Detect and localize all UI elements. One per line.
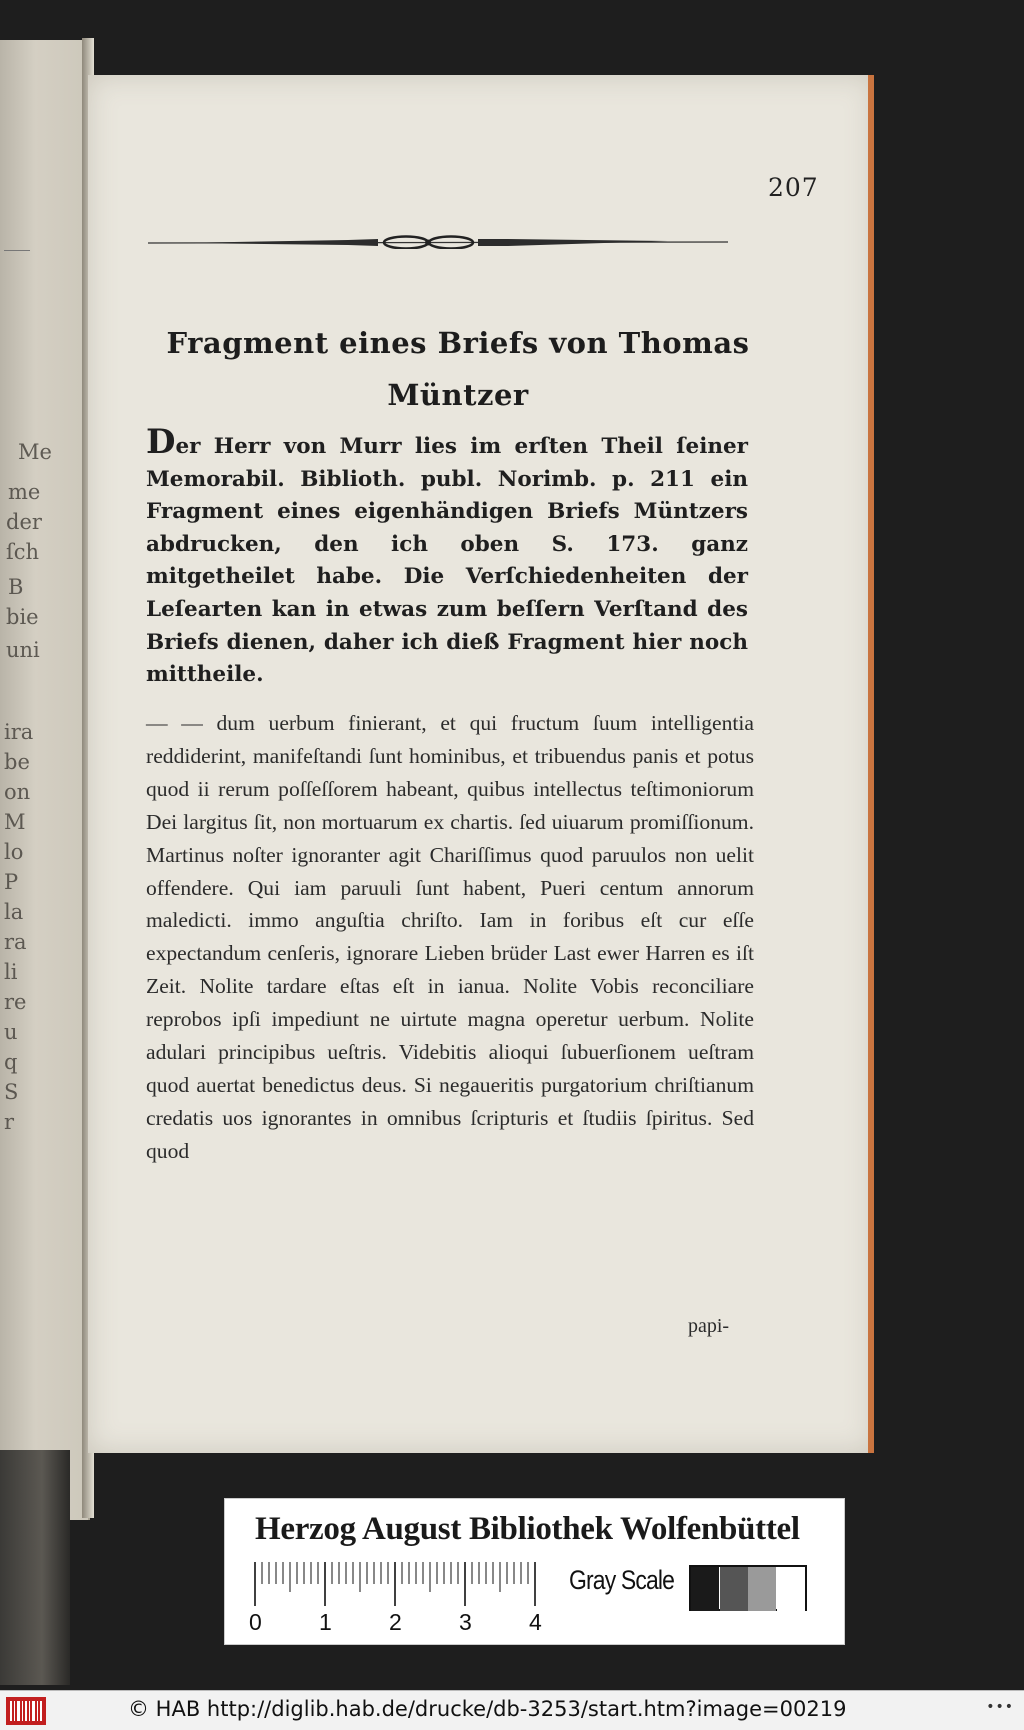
title-line-2: Müntzer [387, 378, 529, 412]
gray-swatch [748, 1567, 776, 1611]
facing-page-fragment: la [4, 900, 24, 924]
book-edge-shadow [0, 1450, 70, 1685]
facing-page-fragment: u [4, 1020, 18, 1044]
drop-cap: D [146, 422, 176, 462]
viewer-footer [0, 1690, 1024, 1730]
barcode-icon [6, 1697, 46, 1725]
library-name: Herzog August Bibliothek Wolfenbüttel [255, 1511, 800, 1547]
book-page [88, 75, 874, 1453]
facing-page-fragment: li [4, 960, 18, 984]
ruler-number: 4 [529, 1609, 542, 1635]
fragment-title [158, 317, 758, 421]
facing-page-fragment: re [4, 990, 27, 1014]
facing-page-fragment: S [4, 1080, 19, 1104]
facing-page-fragment: ra [4, 930, 27, 954]
ruler-number: 0 [249, 1609, 262, 1635]
facing-page-fragment: der [6, 510, 42, 534]
intro-text: er Herr von Murr lies im erſten Theil ſeiner Memorabil. Biblioth. publ. Norimb. p. 211 ein Fragment eines eigenhändigen Briefs Müntzers abdrucken, den ich oben S. 173. ganz mitgetheilet habe. Die Verſchiedenheiten der Leſearten kan in etwas zum beſſern Verſtand des Briefs dienen, daher ich dieß Fragment hier noch mittheile. [146, 434, 748, 688]
facing-page-fragment: r [4, 1110, 15, 1134]
more-menu-icon[interactable]: ••• [986, 1699, 1014, 1715]
title-line-1: Fragment eines Briefs von Thomas [166, 326, 750, 360]
gray-swatch [691, 1567, 719, 1611]
copyright-url: © HAB http://diglib.hab.de/drucke/db-3253/start.htm?image=00219 [128, 1697, 847, 1721]
gray-scale-label: Gray Scale [569, 1565, 675, 1595]
facing-page-fragment: M [4, 810, 26, 834]
ruler-number: 3 [459, 1609, 472, 1635]
ruler-number: 2 [389, 1609, 402, 1635]
ruler-number: 1 [319, 1609, 332, 1635]
facing-page-fragment: B [8, 575, 24, 599]
page-number: 207 [768, 173, 819, 202]
facing-page-rule [4, 250, 30, 251]
facing-page-fragment: lo [4, 840, 24, 864]
facing-page-fragment: uni [6, 638, 40, 662]
intro-paragraph [146, 422, 748, 692]
facing-page-fragment: P [4, 870, 19, 894]
facing-page-fragment: bie [6, 605, 39, 629]
facing-page [0, 40, 90, 1520]
library-scale-card [224, 1498, 845, 1645]
cm-ruler [253, 1562, 543, 1608]
catchword: papi- [688, 1315, 730, 1337]
facing-page-fragment: Me [18, 440, 52, 464]
gray-swatch [777, 1567, 805, 1611]
facing-page-fragment: me [8, 480, 41, 504]
latin-letter-text: — — dum uerbum finierant, et qui fructum ſuum intelligentia reddiderint, manifeſtandi ſunt hominibus, et tribuendus panis et potus quod ii rerum poſſeſſorem habeant, quibus intellectus teſtimoniorum Dei largitus ſit, non mortuarum ex chartis. ſed uiuarum promiſſionum. Martinus noſter ignoranter agit Chariſſimus quod paruulos non uelit offendere. Qui iam paruuli ſunt habent, Pueri centum annorum maledicti. immo anguſtia chriſto. Iam in foribus eſt cur eſſe expectandum cenſeris, ignorare Lieben brüder Last ewer Harren es iſt Zeit. Nolite tardare eſtas eſt in ianua. Nolite Vobis reconciliare reprobos ipſi impediunt ne uirtute magna operetur uerbum. Nolite adulari principibus ueſtris. Videbitis alioqui ſubuerſionem ueſtram quod auertat benedictus deus. Si negaueritis purgatorium chriſtianum credatis uos ignorantes in omnibus ſcripturis et ſtudiis ſpiritus. Sed quod [146, 711, 754, 1163]
ornament-rule [148, 235, 728, 249]
gray-swatch [720, 1567, 748, 1611]
facing-page-fragment: ira [4, 720, 34, 744]
facing-page-fragment: q [4, 1050, 18, 1074]
facing-page-fragment: be [4, 750, 30, 774]
facing-page-fragment: ſch [6, 540, 40, 564]
facing-page-fragment: on [4, 780, 31, 804]
